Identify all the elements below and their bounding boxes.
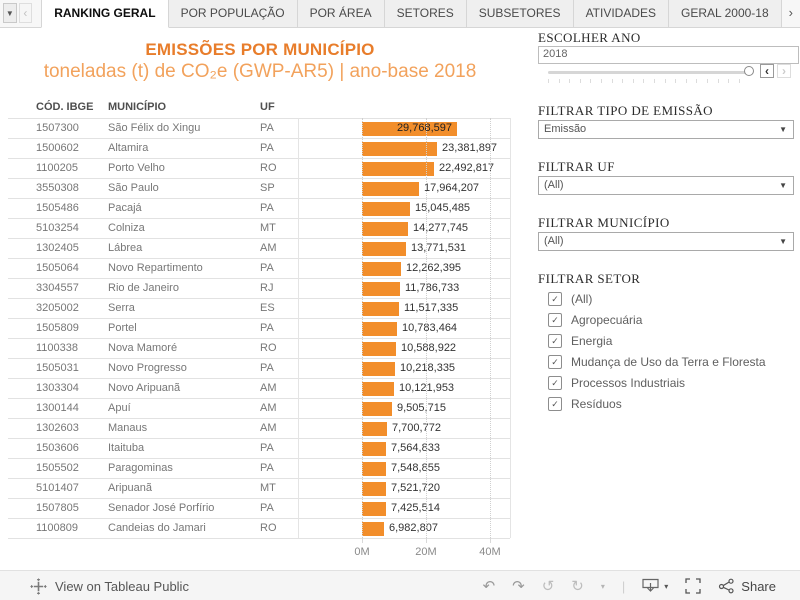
cell-cod-ibge: 1505486 <box>36 202 79 214</box>
slider-tick <box>707 79 708 83</box>
cell-municipio: São Félix do Xingu <box>108 122 201 134</box>
checkbox-icon[interactable]: ✓ <box>548 376 562 390</box>
tab-setores[interactable]: SETORES <box>385 0 467 27</box>
bar-value-label: 29,768,597 <box>396 122 452 134</box>
sector-option-all[interactable] <box>548 290 592 308</box>
bar-value-label: 7,564,833 <box>391 442 440 454</box>
cell-municipio: Lábrea <box>108 242 143 254</box>
sector-option-processos-industriais[interactable] <box>548 374 685 392</box>
slider-tick <box>728 79 729 83</box>
tab-ranking-geral[interactable]: RANKING GERAL <box>41 0 168 28</box>
checkbox-icon[interactable]: ✓ <box>548 397 562 411</box>
view-on-tableau-label: View on Tableau Public <box>55 578 189 594</box>
emission-bar[interactable] <box>362 522 384 536</box>
cell-uf: PA <box>260 262 274 274</box>
emission-bar[interactable] <box>362 202 410 216</box>
page-subtitle: toneladas (t) de CO₂e (GWP-AR5) | ano-base 2018 <box>43 61 477 82</box>
emission-bar[interactable] <box>362 242 406 256</box>
reset-icon[interactable]: ↺ <box>541 577 555 595</box>
slider-tick <box>643 79 644 83</box>
cell-uf: SP <box>260 182 275 194</box>
bar-value-label: 10,121,953 <box>399 382 455 394</box>
cell-uf: PA <box>260 442 274 454</box>
cell-municipio: Altamira <box>108 142 149 154</box>
download-icon <box>642 578 659 594</box>
slider-tick <box>696 79 697 83</box>
cell-cod-ibge: 1303304 <box>36 382 79 394</box>
undo-icon[interactable]: ↶ <box>482 577 496 595</box>
year-slider-track[interactable] <box>548 71 750 74</box>
sector-option-label: (All) <box>571 292 593 306</box>
redo-icon[interactable]: ↷ <box>512 577 525 595</box>
share-icon <box>718 578 735 594</box>
emission-bar[interactable] <box>362 342 396 356</box>
table-row <box>8 399 510 419</box>
sector-option-residuos[interactable] <box>548 395 622 413</box>
cell-uf: MT <box>260 222 276 234</box>
cell-municipio: Candeias do Jamari <box>108 522 206 534</box>
plot-right-border <box>510 118 511 538</box>
download-button[interactable] <box>642 578 668 594</box>
sector-option-label: Processos Industriais <box>571 376 686 390</box>
cell-cod-ibge: 5101407 <box>36 482 79 494</box>
slider-tick <box>718 79 719 83</box>
share-label: Share <box>741 578 776 594</box>
table-row <box>8 479 510 499</box>
table-row <box>8 319 510 339</box>
table-row <box>8 419 510 439</box>
year-forward-button[interactable]: › <box>777 64 791 78</box>
view-on-tableau-link[interactable] <box>30 578 189 595</box>
table-row <box>8 279 510 299</box>
table-row <box>8 519 510 539</box>
gridline-40m <box>490 118 491 538</box>
slider-tick <box>633 79 634 83</box>
cell-uf: RO <box>260 522 277 534</box>
cell-cod-ibge: 1500602 <box>36 142 79 154</box>
table-row <box>8 239 510 259</box>
cell-cod-ibge: 1505031 <box>36 362 79 374</box>
column-header-uf: UF <box>260 101 275 113</box>
page-title: EMISSÕES POR MUNICÍPIO <box>145 40 375 59</box>
gridline-0m <box>362 118 363 538</box>
sector-option-label: Resíduos <box>571 397 622 411</box>
row-bar-area <box>300 479 510 499</box>
emission-bar[interactable] <box>362 222 408 236</box>
cell-cod-ibge: 1505502 <box>36 462 79 474</box>
year-slider-handle[interactable] <box>744 66 754 76</box>
slider-tick <box>612 79 613 83</box>
slider-tick <box>739 79 740 83</box>
bar-value-label: 11,517,335 <box>404 302 459 314</box>
table-row <box>8 179 510 199</box>
bar-value-label: 7,700,772 <box>392 422 441 434</box>
year-input[interactable]: 2018 <box>538 46 799 64</box>
cell-municipio: Pacajá <box>108 202 142 214</box>
cell-cod-ibge: 1505064 <box>36 262 79 274</box>
table-row <box>8 439 510 459</box>
tab-menu-button[interactable]: ▼ <box>3 3 17 23</box>
emission-bar[interactable] <box>362 482 386 496</box>
bar-value-label: 7,425,514 <box>391 502 440 514</box>
table-body <box>8 118 510 539</box>
chevron-down-icon: ▼ <box>779 181 787 190</box>
cell-cod-ibge: 1100205 <box>36 162 79 174</box>
checkbox-icon[interactable]: ✓ <box>548 334 562 348</box>
checkbox-icon[interactable]: ✓ <box>548 355 562 369</box>
cell-uf: ES <box>260 302 275 314</box>
table-row <box>8 459 510 479</box>
municipality-value: (All) <box>544 235 564 247</box>
tab-por-populacao[interactable]: POR POPULAÇÃO <box>169 0 298 27</box>
cell-cod-ibge: 1503606 <box>36 442 79 454</box>
cell-cod-ibge: 1300144 <box>36 402 79 414</box>
cell-municipio: Novo Aripuanã <box>108 382 181 394</box>
row-bar-area <box>300 279 510 299</box>
sector-option-label: Mudança de Uso da Terra e Floresta <box>571 355 766 369</box>
row-bar-area <box>300 199 510 219</box>
sector-option-energia[interactable] <box>548 332 612 350</box>
cell-uf: RJ <box>260 282 274 294</box>
tab-por-area[interactable]: POR ÁREA <box>298 0 385 27</box>
x-axis-label: 0M <box>354 546 370 558</box>
slider-tick <box>590 79 591 83</box>
sector-filter-label: FILTRAR SETOR <box>538 271 641 286</box>
x-axis-label: 40M <box>479 546 501 558</box>
tab-atividades[interactable]: ATIVIDADES <box>574 0 669 27</box>
x-axis-tick <box>490 538 491 543</box>
cell-uf: AM <box>260 382 277 394</box>
row-bar-area <box>300 159 510 179</box>
cell-municipio: Novo Repartimento <box>108 262 203 274</box>
x-axis-tick <box>426 538 427 543</box>
bar-value-label: 10,783,464 <box>402 322 458 334</box>
download-caret-icon: ▾ <box>664 581 669 591</box>
cell-cod-ibge: 1302603 <box>36 422 79 434</box>
cell-municipio: Novo Progresso <box>108 362 187 374</box>
tab-scroll-left-button[interactable]: ‹ <box>19 3 33 23</box>
cell-uf: PA <box>260 122 274 134</box>
slider-tick <box>675 79 676 83</box>
sector-option-agropecuaria[interactable] <box>548 311 642 329</box>
uf-value: (All) <box>544 179 564 191</box>
table-row <box>8 359 510 379</box>
row-bar-area <box>300 459 510 479</box>
column-header-cod-ibge: CÓD. IBGE <box>36 101 94 113</box>
chevron-down-icon: ▼ <box>779 125 787 134</box>
row-bar-area <box>300 239 510 259</box>
cell-cod-ibge: 3205002 <box>36 302 79 314</box>
cell-municipio: Serra <box>108 302 135 314</box>
bar-value-label: 23,381,897 <box>442 142 498 154</box>
emission-bar[interactable] <box>362 302 399 316</box>
emission-bar[interactable] <box>362 182 419 196</box>
bar-value-label: 17,964,207 <box>424 182 480 194</box>
bar-value-label: 10,218,335 <box>400 362 456 374</box>
x-axis-label: 20M <box>415 546 437 558</box>
tab-strip <box>41 0 781 27</box>
cell-uf: PA <box>260 362 274 374</box>
cell-cod-ibge: 1100809 <box>36 522 79 534</box>
cell-cod-ibge: 1302405 <box>36 242 79 254</box>
emission-bar[interactable] <box>362 262 401 276</box>
bar-value-label: 6,982,807 <box>389 522 438 534</box>
row-bar-area <box>300 219 510 239</box>
cell-cod-ibge: 1507805 <box>36 502 79 514</box>
cell-cod-ibge: 5103254 <box>36 222 79 234</box>
tab-scroll-right-button[interactable]: › <box>788 5 793 20</box>
table-row <box>8 159 510 179</box>
checkbox-icon[interactable]: ✓ <box>548 292 562 306</box>
slider-tick <box>548 79 549 83</box>
cell-cod-ibge: 1100338 <box>36 342 79 354</box>
x-axis-tick <box>362 538 363 543</box>
slider-tick <box>580 79 581 83</box>
year-back-button[interactable]: ‹ <box>760 64 774 78</box>
table-header <box>8 101 510 117</box>
chevron-down-icon: ▼ <box>779 237 787 246</box>
row-bar-area <box>300 139 510 159</box>
row-bar-area <box>300 319 510 339</box>
cell-municipio: Nova Mamoré <box>108 342 178 354</box>
emission-bar[interactable] <box>362 422 387 436</box>
emission-bar[interactable] <box>362 162 434 176</box>
row-bar-area <box>300 179 510 199</box>
emission-bar[interactable] <box>362 442 386 456</box>
column-header-municipio: MUNICÍPIO <box>108 101 167 113</box>
column-divider <box>298 118 299 538</box>
emission-bar[interactable] <box>362 382 394 396</box>
table-row <box>8 379 510 399</box>
bar-value-label: 10,588,922 <box>401 342 457 354</box>
emission-bar[interactable] <box>362 402 392 416</box>
year-filter-label: ESCOLHER ANO <box>538 30 641 45</box>
table-row <box>8 259 510 279</box>
row-bar-area <box>300 299 510 319</box>
bar-value-label: 13,771,531 <box>411 242 467 254</box>
row-bar-area <box>300 119 510 139</box>
cell-uf: RO <box>260 162 277 174</box>
sector-option-mudanca-de-uso-da-terra-e-floresta[interactable] <box>548 353 766 371</box>
table-row <box>8 219 510 239</box>
bar-value-label: 22,492,817 <box>439 162 495 174</box>
emission-bar[interactable] <box>362 462 386 476</box>
row-bar-area <box>300 379 510 399</box>
cell-uf: PA <box>260 142 274 154</box>
sheet-tab-bar <box>0 0 800 28</box>
emission-type-value: Emissão <box>544 123 587 135</box>
emission-type-dropdown[interactable] <box>538 120 794 139</box>
bar-value-label: 7,521,720 <box>391 482 440 494</box>
row-bar-area <box>300 419 510 439</box>
slider-tick <box>569 79 570 83</box>
row-bar-area <box>300 259 510 279</box>
cell-municipio: Apuí <box>108 402 131 414</box>
cell-municipio: Aripuanã <box>108 482 153 494</box>
municipality-filter-label: FILTRAR MUNICÍPIO <box>538 215 670 230</box>
cell-uf: AM <box>260 422 277 434</box>
slider-tick <box>622 79 623 83</box>
fullscreen-icon[interactable] <box>685 578 701 594</box>
cell-uf: PA <box>260 202 274 214</box>
gridline-20m <box>426 118 427 538</box>
cell-municipio: Itaituba <box>108 442 145 454</box>
cell-municipio: Portel <box>108 322 137 334</box>
row-bar-area <box>300 339 510 359</box>
cell-cod-ibge: 3304557 <box>36 282 79 294</box>
bar-value-label: 14,277,745 <box>413 222 469 234</box>
municipality-dropdown[interactable] <box>538 232 794 251</box>
slider-tick <box>601 79 602 83</box>
row-bar-area <box>300 499 510 519</box>
row-bar-area <box>300 359 510 379</box>
emission-type-filter-label: FILTRAR TIPO DE EMISSÃO <box>538 103 713 118</box>
cell-cod-ibge: 1507300 <box>36 122 79 134</box>
filter-panel <box>538 27 796 567</box>
tab-geral-2000-18[interactable]: GERAL 2000-18 <box>669 0 782 27</box>
table-row <box>8 299 510 319</box>
uf-dropdown[interactable] <box>538 176 794 195</box>
footer-toolbar <box>0 570 800 600</box>
refresh-icon[interactable]: ↻ <box>571 577 584 595</box>
slider-tick <box>559 79 560 83</box>
checkbox-icon[interactable]: ✓ <box>548 313 562 327</box>
cell-uf: PA <box>260 322 274 334</box>
tableau-logo-icon <box>30 578 47 595</box>
sector-option-label: Agropecuária <box>571 313 643 327</box>
refresh-menu-caret-icon[interactable]: ▾ <box>600 581 605 591</box>
bar-value-label: 7,548,855 <box>391 462 440 474</box>
cell-municipio: Rio de Janeiro <box>108 282 179 294</box>
uf-filter-label: FILTRAR UF <box>538 159 615 174</box>
table-row <box>8 199 510 219</box>
cell-municipio: São Paulo <box>108 182 159 194</box>
cell-cod-ibge: 3550308 <box>36 182 79 194</box>
cell-uf: PA <box>260 462 274 474</box>
emission-bar[interactable] <box>362 282 400 296</box>
emission-bar[interactable] <box>362 362 395 376</box>
cell-uf: AM <box>260 402 277 414</box>
cell-uf: AM <box>260 242 277 254</box>
bar-value-label: 15,045,485 <box>415 202 471 214</box>
bar-value-label: 9,505,715 <box>397 402 446 414</box>
toolbar-separator: | <box>621 578 626 594</box>
table-row <box>8 139 510 159</box>
year-slider-ticks <box>548 79 788 84</box>
cell-municipio: Paragominas <box>108 462 173 474</box>
cell-cod-ibge: 1505809 <box>36 322 79 334</box>
cell-uf: PA <box>260 502 274 514</box>
share-button[interactable] <box>718 578 776 594</box>
slider-tick <box>686 79 687 83</box>
cell-municipio: Colniza <box>108 222 145 234</box>
cell-uf: MT <box>260 482 276 494</box>
cell-uf: RO <box>260 342 277 354</box>
table-row <box>8 499 510 519</box>
table-row <box>8 119 510 139</box>
row-bar-area <box>300 519 510 539</box>
sector-option-label: Energia <box>571 334 613 348</box>
cell-municipio: Senador José Porfírio <box>108 502 215 514</box>
slider-tick <box>665 79 666 83</box>
tab-subsetores[interactable]: SUBSETORES <box>467 0 574 27</box>
toolbar-actions <box>483 571 776 600</box>
slider-tick <box>654 79 655 83</box>
bar-value-label: 11,786,733 <box>405 282 460 294</box>
cell-municipio: Porto Velho <box>108 162 165 174</box>
bar-value-label: 12,262,395 <box>406 262 462 274</box>
row-bar-area <box>300 439 510 459</box>
table-row <box>8 339 510 359</box>
row-bar-area <box>300 399 510 419</box>
emission-bar[interactable] <box>362 322 397 336</box>
emission-bar[interactable] <box>362 502 386 516</box>
cell-municipio: Manaus <box>108 422 148 434</box>
